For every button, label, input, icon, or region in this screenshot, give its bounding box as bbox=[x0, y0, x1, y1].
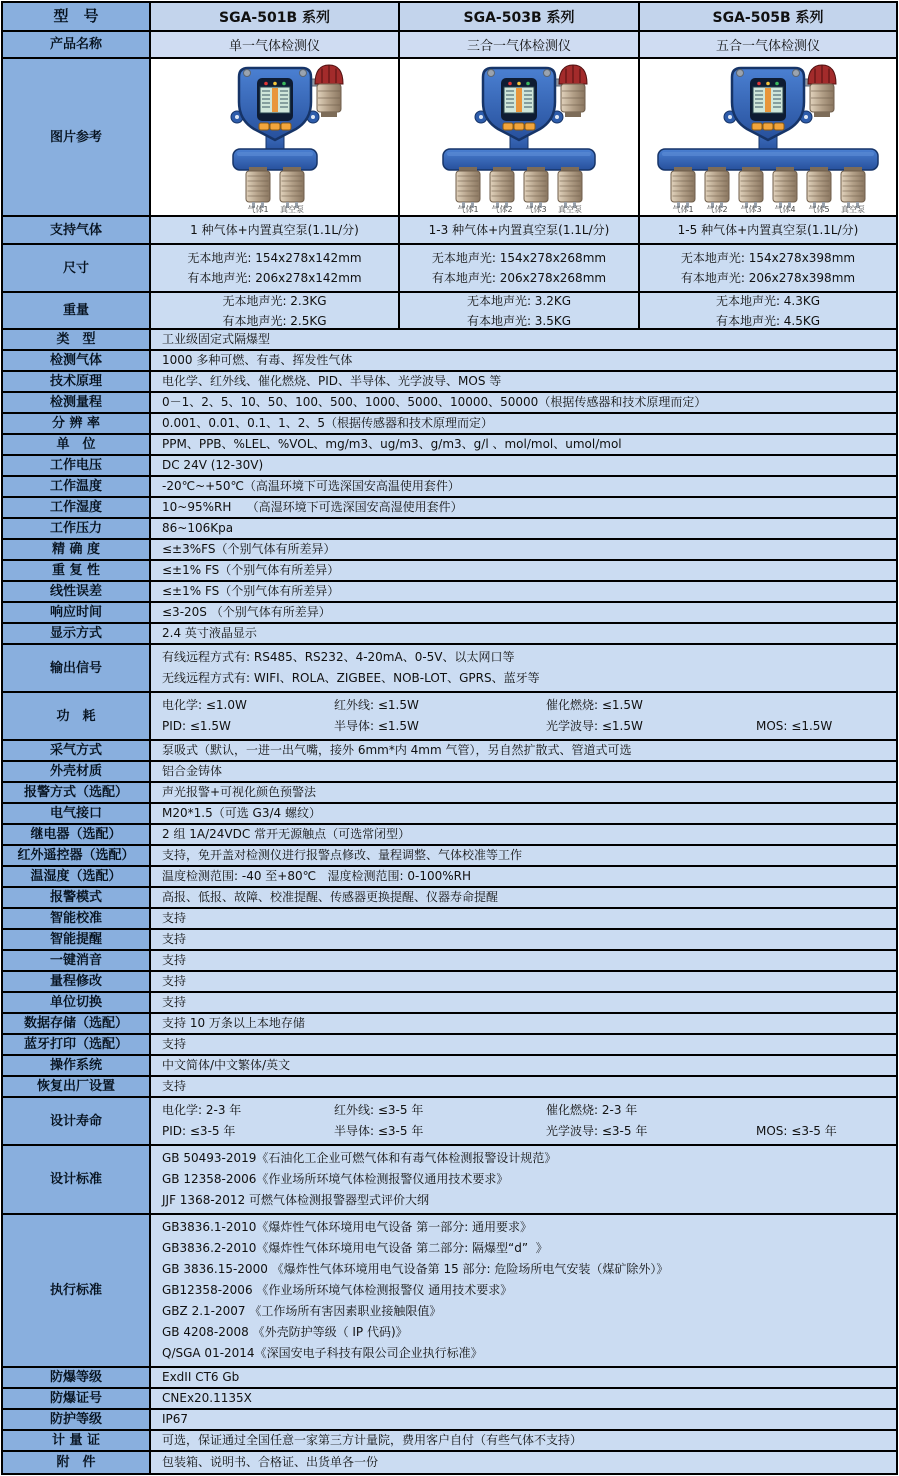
row-label: 智能提醒 bbox=[3, 930, 151, 949]
sensor-label: 气体4 bbox=[774, 205, 796, 213]
compare-value: 无本地声光: 154x278x268mm bbox=[431, 251, 607, 265]
row-value bbox=[151, 645, 896, 691]
spec-line: 中文简体/中文繁体/英文 bbox=[162, 1058, 291, 1072]
spec-row bbox=[3, 867, 896, 888]
gas-detector-illustration bbox=[153, 61, 397, 213]
spec-row bbox=[3, 1389, 896, 1410]
row-value bbox=[151, 825, 896, 844]
spec-line: 支持，免开盖对检测仪进行报警点修改、量程调整、气体校准等工作 bbox=[162, 848, 523, 862]
spec-row bbox=[3, 330, 896, 351]
spec-line: 支持 bbox=[162, 1037, 187, 1051]
gas-detector-illustration bbox=[646, 61, 890, 213]
led-yellow bbox=[517, 82, 521, 86]
sensor-label: 气体1 bbox=[246, 205, 269, 213]
row-label: 继电器（选配） bbox=[3, 825, 151, 844]
led-red bbox=[264, 82, 268, 86]
sensor-label: 气体3 bbox=[740, 205, 762, 213]
spec-row bbox=[3, 414, 896, 435]
model-header-cell: SGA-503B 系列 bbox=[398, 3, 638, 30]
spec-line: PPM、PPB、%LEL、%VOL、mg/m3、ug/m3、g/m3、g/l 、mol/mol、umol/mol bbox=[162, 437, 622, 451]
row-value bbox=[151, 972, 896, 991]
row-value bbox=[151, 1056, 896, 1075]
row-value bbox=[151, 582, 896, 601]
compare-cell bbox=[638, 217, 896, 243]
spec-line: DC 24V (12-30V) bbox=[162, 458, 264, 472]
row-value bbox=[151, 867, 896, 886]
spec-line: 支持 bbox=[162, 932, 187, 946]
gas-detector-illustration bbox=[398, 61, 638, 213]
row-value bbox=[151, 1431, 896, 1450]
device-button bbox=[525, 123, 535, 130]
spec-line: Q/SGA 01-2014《深国安电子科技有限公司企业执行标准》 bbox=[162, 1346, 483, 1360]
spec-line: ≤3-20S （个别气体有所差异） bbox=[162, 605, 331, 619]
model-header-cell: SGA-501B 系列 bbox=[151, 3, 398, 30]
row-label: 响应时间 bbox=[3, 603, 151, 622]
row-label: 支持气体 bbox=[3, 217, 151, 243]
product-name-cell: 五合一气体检测仪 bbox=[638, 32, 896, 57]
sensor-label: 气体2 bbox=[491, 205, 513, 213]
product-image-cell bbox=[398, 59, 638, 215]
spec-row bbox=[3, 393, 896, 414]
spec-line: GB 4208-2008 《外壳防护等级（ IP 代码)》 bbox=[162, 1325, 408, 1339]
spec-row bbox=[3, 930, 896, 951]
compare-value: 1-3 种气体+内置真空泵(1.1L/分) bbox=[428, 223, 610, 237]
row-label: 数据存储（选配） bbox=[3, 1014, 151, 1033]
spec-line: 支持 bbox=[162, 911, 187, 925]
sensor-label: 气体2 bbox=[706, 205, 728, 213]
spec-segment: 催化燃烧: 2-3 年 bbox=[546, 1103, 638, 1117]
spec-row bbox=[3, 435, 896, 456]
spec-row bbox=[3, 456, 896, 477]
spec-line bbox=[162, 1121, 896, 1142]
spec-segment: 半导体: ≤3-5 年 bbox=[334, 1124, 424, 1138]
row-label: 附 件 bbox=[3, 1452, 151, 1473]
spec-row bbox=[3, 1035, 896, 1056]
spec-row bbox=[3, 1452, 896, 1473]
spec-line: 无线远程方式有: WIFI、ROLA、ZIGBEE、NOB-LOT、GPRS、蓝牙等 bbox=[162, 671, 540, 685]
row-label: 功 耗 bbox=[3, 693, 151, 739]
spec-line: CNEx20.1135X bbox=[162, 1391, 252, 1405]
spec-row bbox=[3, 498, 896, 519]
compare-cell bbox=[151, 245, 398, 291]
row-label: 蓝牙打印（选配） bbox=[3, 1035, 151, 1054]
row-value bbox=[151, 435, 896, 454]
compare-cell bbox=[151, 293, 398, 328]
spec-line: GB3836.2-2010《爆炸性气体环境用电气设备 第二部分: 隔爆型“d” 》 bbox=[162, 1241, 548, 1255]
spec-line: ExdII CT6 Gb bbox=[162, 1370, 240, 1384]
compare-value: 1-5 种气体+内置真空泵(1.1L/分) bbox=[677, 223, 859, 237]
model-row-label: 型 号 bbox=[3, 3, 151, 30]
row-label: 计 量 证 bbox=[3, 1431, 151, 1450]
model-row bbox=[3, 3, 896, 32]
compare-cell bbox=[151, 217, 398, 243]
compare-row bbox=[3, 245, 896, 293]
led-yellow bbox=[766, 82, 770, 86]
spec-line: M20*1.5（可选 G3/4 螺纹） bbox=[162, 806, 321, 820]
row-label: 单 位 bbox=[3, 435, 151, 454]
spec-line: 支持 bbox=[162, 1079, 187, 1093]
row-value bbox=[151, 1389, 896, 1408]
spec-row bbox=[3, 909, 896, 930]
row-value bbox=[151, 762, 896, 781]
row-value bbox=[151, 393, 896, 412]
image-reference-row bbox=[3, 59, 896, 217]
led-green bbox=[282, 82, 286, 86]
row-value bbox=[151, 1368, 896, 1387]
row-value bbox=[151, 1077, 896, 1096]
row-label: 操作系统 bbox=[3, 1056, 151, 1075]
row-label: 一键消音 bbox=[3, 951, 151, 970]
row-label: 尺寸 bbox=[3, 245, 151, 291]
spec-segment: 半导体: ≤1.5W bbox=[334, 719, 419, 733]
row-value bbox=[151, 888, 896, 907]
model-cells bbox=[151, 3, 896, 30]
led-red bbox=[757, 82, 761, 86]
spec-line: GB 3836.15-2000 《爆炸性气体环境用电气设备第 15 部分: 危险场所电气安装（煤矿除外）》 bbox=[162, 1262, 669, 1276]
product-name-row-label: 产品名称 bbox=[3, 32, 151, 57]
device-button bbox=[514, 123, 524, 130]
spec-segment: MOS: ≤3-5 年 bbox=[756, 1124, 837, 1138]
row-label: 输出信号 bbox=[3, 645, 151, 691]
spec-segment: 红外线: ≤3-5 年 bbox=[334, 1103, 424, 1117]
row-value bbox=[151, 498, 896, 517]
spec-row bbox=[3, 582, 896, 603]
row-label: 红外遥控器（选配） bbox=[3, 846, 151, 865]
row-value bbox=[151, 930, 896, 949]
sensor-label: 真空泵 bbox=[558, 205, 582, 213]
row-value bbox=[151, 372, 896, 391]
spec-row bbox=[3, 762, 896, 783]
product-spec-table bbox=[1, 1, 898, 1475]
spec-line: 高报、低报、故障、校准提醒、传感器更换提醒、仪器寿命提醒 bbox=[162, 890, 499, 904]
spec-row bbox=[3, 561, 896, 582]
row-label: 分 辨 率 bbox=[3, 414, 151, 433]
spec-line: 可选，保证通过全国任意一家第三方计量院，费用客户自付（有些气体不支持） bbox=[162, 1433, 583, 1447]
row-value bbox=[151, 993, 896, 1012]
led-red bbox=[508, 82, 512, 86]
spec-line: 声光报警+可视化颜色预警法 bbox=[162, 785, 317, 799]
compare-value: 有本地声光: 3.5KG bbox=[466, 313, 572, 328]
led-green bbox=[526, 82, 530, 86]
spec-row bbox=[3, 804, 896, 825]
spec-segment: 光学波导: ≤3-5 年 bbox=[546, 1124, 648, 1138]
spec-line: 泵吸式（默认，一进一出气嘴，接外 6mm*内 4mm 气管），另自然扩散式、管道式可选 bbox=[162, 743, 632, 757]
spec-row bbox=[3, 741, 896, 762]
image-cells bbox=[151, 59, 896, 215]
spec-line: IP67 bbox=[162, 1412, 189, 1426]
spec-line: JJF 1368-2012 可燃气体检测报警器型式评价大纲 bbox=[162, 1193, 430, 1207]
spec-row bbox=[3, 825, 896, 846]
row-value bbox=[151, 477, 896, 496]
row-value bbox=[151, 414, 896, 433]
spec-segment: PID: ≤1.5W bbox=[162, 719, 231, 733]
row-value bbox=[151, 519, 896, 538]
spec-line: ≤±1% FS（个别气体有所差异） bbox=[162, 563, 340, 577]
row-label: 单位切换 bbox=[3, 993, 151, 1012]
row-label: 重 复 性 bbox=[3, 561, 151, 580]
spec-row bbox=[3, 1056, 896, 1077]
compare-value: 1 种气体+内置真空泵(1.1L/分) bbox=[190, 223, 359, 237]
device-button bbox=[270, 123, 280, 130]
product-name-row bbox=[3, 32, 896, 59]
row-label: 重量 bbox=[3, 293, 151, 328]
spec-row bbox=[3, 783, 896, 804]
compare-value: 无本地声光: 2.3KG bbox=[222, 293, 327, 308]
spec-line: 支持 bbox=[162, 953, 187, 967]
spec-line: GBZ 2.1-2007 《工作场所有害因素职业接触限值》 bbox=[162, 1304, 442, 1318]
compare-cell bbox=[638, 245, 896, 291]
device-button bbox=[752, 123, 762, 130]
sensor-label: 气体1 bbox=[457, 205, 479, 213]
spec-line: ≤±1% FS（个别气体有所差异） bbox=[162, 584, 340, 598]
row-value bbox=[151, 540, 896, 559]
compare-value: 无本地声光: 154x278x142mm bbox=[187, 251, 362, 265]
spec-line: 0－1、2、5、10、50、100、500、1000、5000、10000、50000（根据传感器和技术原理而定） bbox=[162, 395, 707, 409]
compare-cells bbox=[151, 293, 896, 328]
row-label: 外壳材质 bbox=[3, 762, 151, 781]
spec-line: 铝合金铸体 bbox=[162, 764, 223, 778]
row-label: 工作电压 bbox=[3, 456, 151, 475]
spec-line: 包装箱、说明书、合格证、出货单各一份 bbox=[162, 1455, 379, 1469]
spec-row bbox=[3, 1077, 896, 1098]
row-value bbox=[151, 693, 896, 739]
spec-segment: 催化燃烧: ≤1.5W bbox=[546, 698, 643, 712]
spec-row bbox=[3, 1098, 896, 1146]
compare-cells bbox=[151, 245, 896, 291]
row-value bbox=[151, 741, 896, 760]
device-button bbox=[763, 123, 773, 130]
row-value bbox=[151, 783, 896, 802]
compare-value: 无本地声光: 4.3KG bbox=[715, 293, 821, 308]
spec-line bbox=[162, 1100, 896, 1121]
device-button bbox=[774, 123, 784, 130]
spec-line: 1000 多种可燃、有毒、挥发性气体 bbox=[162, 353, 353, 367]
spec-line: 0.001、0.01、0.1、1、2、5（根据传感器和技术原理而定） bbox=[162, 416, 494, 430]
compare-value: 有本地声光: 206x278x268mm bbox=[431, 271, 607, 285]
spec-line bbox=[162, 716, 896, 737]
spec-row bbox=[3, 1410, 896, 1431]
row-label: 电气接口 bbox=[3, 804, 151, 823]
spec-line: 电化学、红外线、催化燃烧、PID、半导体、光学波导、MOS 等 bbox=[162, 374, 502, 388]
spec-row bbox=[3, 1215, 896, 1368]
row-label: 技术原理 bbox=[3, 372, 151, 391]
spec-segment: 红外线: ≤1.5W bbox=[334, 698, 419, 712]
row-value bbox=[151, 561, 896, 580]
row-label: 设计寿命 bbox=[3, 1098, 151, 1144]
spec-line: 86~106Kpa bbox=[162, 521, 234, 535]
row-value bbox=[151, 804, 896, 823]
row-value bbox=[151, 1035, 896, 1054]
row-value bbox=[151, 951, 896, 970]
spec-line: 有线远程方式有: RS485、RS232、4-20mA、0-5V、以太网口等 bbox=[162, 650, 515, 664]
spec-segment: 光学波导: ≤1.5W bbox=[546, 719, 643, 733]
row-label: 温湿度（选配） bbox=[3, 867, 151, 886]
spec-line bbox=[162, 695, 896, 716]
spec-row bbox=[3, 1368, 896, 1389]
spec-line: 2 组 1A/24VDC 常开无源触点（可选常闭型） bbox=[162, 827, 411, 841]
compare-cell bbox=[398, 245, 638, 291]
spec-row bbox=[3, 951, 896, 972]
compare-cell bbox=[398, 293, 638, 328]
row-label: 量程修改 bbox=[3, 972, 151, 991]
row-label: 恢复出厂设置 bbox=[3, 1077, 151, 1096]
spec-line: ≤±3%FS（个别气体有所差异） bbox=[162, 542, 336, 556]
compare-row bbox=[3, 293, 896, 330]
row-label: 防爆等级 bbox=[3, 1368, 151, 1387]
spec-line: 10~95%RH （高湿环境下可选深国安高湿使用套件） bbox=[162, 500, 463, 514]
compare-value: 有本地声光: 2.5KG bbox=[222, 313, 327, 328]
sensor-label: 气体5 bbox=[808, 205, 830, 213]
row-label: 检测量程 bbox=[3, 393, 151, 412]
spec-row bbox=[3, 351, 896, 372]
row-label: 防爆证号 bbox=[3, 1389, 151, 1408]
row-label: 精 确 度 bbox=[3, 540, 151, 559]
compare-value: 有本地声光: 206x278x398mm bbox=[680, 271, 856, 285]
row-label: 设计标准 bbox=[3, 1146, 151, 1213]
spec-row bbox=[3, 519, 896, 540]
spec-line: GB 12358-2006《作业场所环境气体检测报警仪通用技术要求》 bbox=[162, 1172, 509, 1186]
compare-value: 无本地声光: 154x278x398mm bbox=[680, 251, 856, 265]
row-value bbox=[151, 351, 896, 370]
row-label: 工作温度 bbox=[3, 477, 151, 496]
row-label: 类 型 bbox=[3, 330, 151, 349]
row-value bbox=[151, 1014, 896, 1033]
sensor-label: 真空泵 bbox=[841, 205, 865, 213]
compare-row bbox=[3, 217, 896, 245]
spec-row bbox=[3, 1146, 896, 1215]
product-name-cell: 三合一气体检测仪 bbox=[398, 32, 638, 57]
row-value bbox=[151, 330, 896, 349]
row-label: 采气方式 bbox=[3, 741, 151, 760]
row-label: 工作压力 bbox=[3, 519, 151, 538]
row-value bbox=[151, 603, 896, 622]
row-value bbox=[151, 1410, 896, 1429]
spec-line: 支持 bbox=[162, 974, 187, 988]
device-button bbox=[503, 123, 513, 130]
product-image-cell bbox=[638, 59, 896, 215]
compare-cells bbox=[151, 217, 896, 243]
spec-row bbox=[3, 693, 896, 741]
row-label: 线性误差 bbox=[3, 582, 151, 601]
spec-line: 2.4 英寸液晶显示 bbox=[162, 626, 257, 640]
compare-value: 有本地声光: 4.5KG bbox=[715, 313, 821, 328]
row-value bbox=[151, 1098, 896, 1144]
sensor-label: 真空泵 bbox=[279, 205, 304, 213]
led-green bbox=[775, 82, 779, 86]
product-name-cells bbox=[151, 32, 896, 57]
compare-cell bbox=[398, 217, 638, 243]
spec-row bbox=[3, 846, 896, 867]
spec-segment: 电化学: 2-3 年 bbox=[162, 1103, 242, 1117]
spec-line: GB12358-2006 《作业场所环境气体检测报警仪 通用技术要求》 bbox=[162, 1283, 513, 1297]
spec-row bbox=[3, 993, 896, 1014]
spec-row bbox=[3, 1014, 896, 1035]
row-value bbox=[151, 624, 896, 643]
spec-row bbox=[3, 477, 896, 498]
image-row-label: 图片参考 bbox=[3, 59, 151, 215]
spec-line: GB 50493-2019《石油化工企业可燃气体和有毒气体检测报警设计规范》 bbox=[162, 1151, 557, 1165]
row-value bbox=[151, 456, 896, 475]
sensor-label: 气体3 bbox=[525, 205, 547, 213]
row-label: 智能校准 bbox=[3, 909, 151, 928]
spec-line: 支持 bbox=[162, 995, 187, 1009]
row-value bbox=[151, 846, 896, 865]
compare-cell bbox=[638, 293, 896, 328]
spec-row bbox=[3, 888, 896, 909]
spec-line: 温度检测范围: -40 至+80℃ 湿度检测范围: 0-100%RH bbox=[162, 869, 472, 883]
row-label: 执行标准 bbox=[3, 1215, 151, 1366]
row-label: 显示方式 bbox=[3, 624, 151, 643]
led-yellow bbox=[273, 82, 277, 86]
spec-line: -20℃~+50℃（高温环境下可选深国安高温使用套件） bbox=[162, 479, 460, 493]
row-label: 报警方式（选配） bbox=[3, 783, 151, 802]
compare-value: 无本地声光: 3.2KG bbox=[466, 293, 572, 308]
spec-segment: MOS: ≤1.5W bbox=[756, 719, 833, 733]
sensor-label: 气体1 bbox=[672, 205, 694, 213]
row-value bbox=[151, 1146, 896, 1213]
model-header-cell: SGA-505B 系列 bbox=[638, 3, 896, 30]
device-button bbox=[259, 123, 269, 130]
spec-row bbox=[3, 972, 896, 993]
spec-row bbox=[3, 603, 896, 624]
spec-row bbox=[3, 1431, 896, 1452]
compare-value: 有本地声光: 206x278x142mm bbox=[187, 271, 362, 285]
device-button bbox=[281, 123, 291, 130]
spec-line: GB3836.1-2010《爆炸性气体环境用电气设备 第一部分: 通用要求》 bbox=[162, 1220, 533, 1234]
spec-row bbox=[3, 540, 896, 561]
product-image-cell bbox=[151, 59, 398, 215]
spec-segment: 电化学: ≤1.0W bbox=[162, 698, 247, 712]
spec-row bbox=[3, 372, 896, 393]
row-value bbox=[151, 1452, 896, 1473]
product-name-cell: 单一气体检测仪 bbox=[151, 32, 398, 57]
spec-row bbox=[3, 624, 896, 645]
row-value bbox=[151, 1215, 896, 1366]
row-label: 报警模式 bbox=[3, 888, 151, 907]
spec-line: 工业级固定式隔爆型 bbox=[162, 332, 271, 346]
row-value bbox=[151, 909, 896, 928]
row-label: 工作湿度 bbox=[3, 498, 151, 517]
spec-line: 支持 10 万条以上本地存储 bbox=[162, 1016, 305, 1030]
spec-row bbox=[3, 645, 896, 693]
spec-segment: PID: ≤3-5 年 bbox=[162, 1124, 236, 1138]
row-label: 检测气体 bbox=[3, 351, 151, 370]
row-label: 防护等级 bbox=[3, 1410, 151, 1429]
